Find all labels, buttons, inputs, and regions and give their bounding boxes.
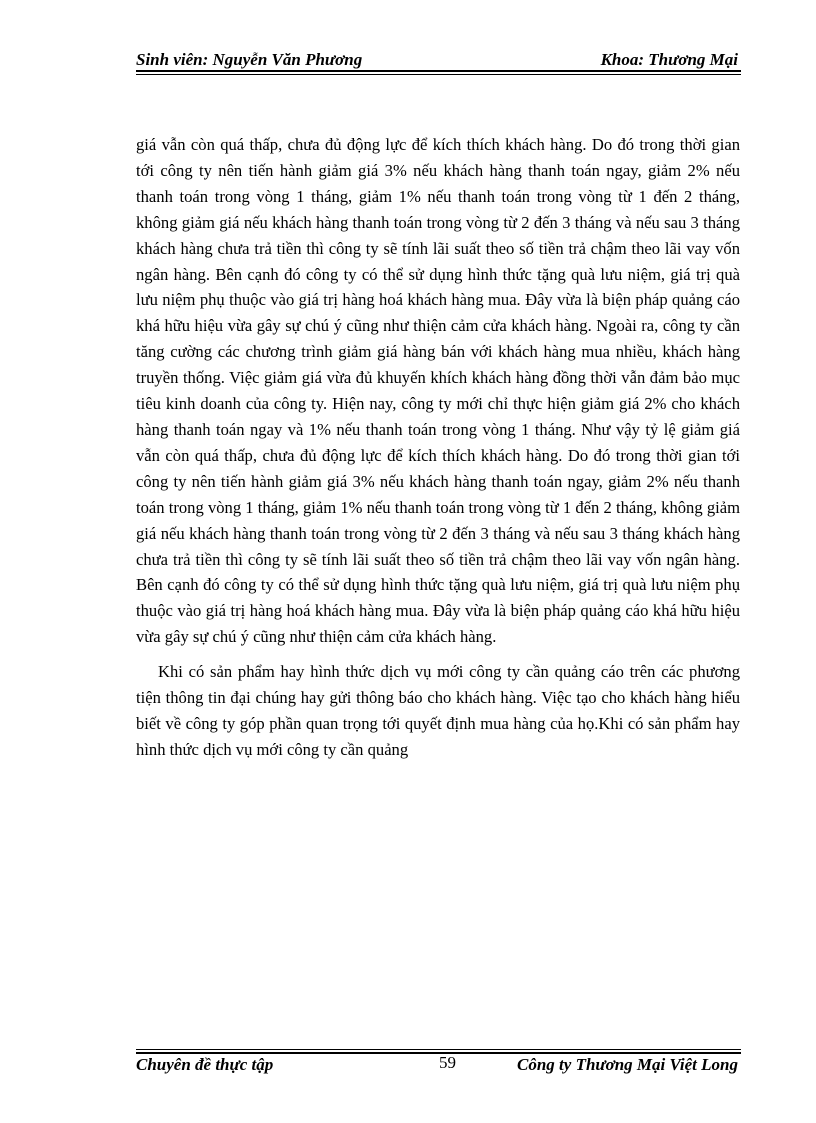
page-footer (136, 1055, 740, 1079)
footer-company-name: Công ty Thương Mại Việt Long (517, 1055, 738, 1074)
header-faculty: Khoa: Thương Mại (600, 50, 738, 69)
header-student-name: Sinh viên: Nguyễn Văn Phương (136, 50, 363, 69)
page-number: 59 (439, 1053, 456, 1072)
page-header (136, 50, 740, 72)
paragraph-advertising: Khi có sản phẩm hay hình thức dịch vụ mới công ty cần quảng cáo trên các phương tiện thông tin đại chúng hay gửi thông báo cho khách hàng. Việc tạo cho khách hàng hiểu biết về công ty góp phần quan trọng tới quyết định mua hàng của họ.Khi có sản phẩm hay hình thức dịch vụ mới công ty cần quảng (136, 662, 740, 759)
header-rule-thin (136, 74, 741, 75)
footer-rule-thin (136, 1049, 741, 1050)
header-rule-thick (136, 70, 741, 72)
footer-document-title: Chuyên đề thực tập (136, 1055, 274, 1074)
body-text (136, 132, 740, 763)
paragraph-pricing-discounts: giá vẫn còn quá thấp, chưa đủ động lực để kích thích khách hàng. Do đó trong thời gian tới công ty nên tiến hành giảm giá 3% nếu khách hàng thanh toán ngay, giảm 2% nếu thanh toán trong vòng 1 tháng, giảm 1% nếu thanh toán trong vòng từ 1 đến 2 tháng, không giảm giá nếu khách hàng thanh toán trong vòng từ 2 đến 3 tháng và nếu sau 3 tháng khách hàng chưa trả tiền thì công ty sẽ tính lãi suất theo số tiền trả chậm theo lãi vay vốn ngân hàng. Bên cạnh đó công ty có thể sử dụng hình thức tặng quà lưu niệm, giá trị quà lưu niệm phụ thuộc vào giá trị hàng hoá khách hàng mua. Đây vừa là biện pháp quảng cáo khá hữu hiệu vừa gây sự chú ý cũng như thiện cảm cửa khách hàng. Ngoài ra, công ty cần tăng cường các chương trình giảm giá hàng bán với khách hàng mua nhiều, khách hàng truyền thống. Việc giảm giá vừa đủ khuyến khích khách hàng đồng thời vẫn đảm bảo mục tiêu kinh doanh của công ty. Hiện nay, công ty mới chỉ thực hiện giảm giá 2% cho khách hàng thanh toán ngay và 1% nếu thanh toán trong vòng 1 tháng. Như vậy tỷ lệ giảm giá vẫn còn quá thấp, chưa đủ động lực để kích thích khách hàng. Do đó trong thời gian tới công ty nên tiến hành giảm giá 3% nếu khách hàng thanh toán ngay, giảm 2% nếu thanh toán trong vòng 1 tháng, giảm 1% nếu thanh toán trong vòng từ 1 đến 2 tháng, không giảm giá nếu khách hàng thanh toán trong vòng từ 2 đến 3 tháng và nếu sau 3 tháng khách hàng chưa trả tiền thì công ty sẽ tính lãi suất theo số tiền trả chậm theo lãi vay vốn ngân hàng. Bên cạnh đó công ty có thể sử dụng hình thức tặng quà lưu niệm, giá trị quà lưu niệm phụ thuộc vào giá trị hàng hoá khách hàng mua. Đây vừa là biện pháp quảng cáo khá hữu hiệu vừa gây sự chú ý cũng như thiện cảm cửa khách hàng. (136, 135, 740, 647)
